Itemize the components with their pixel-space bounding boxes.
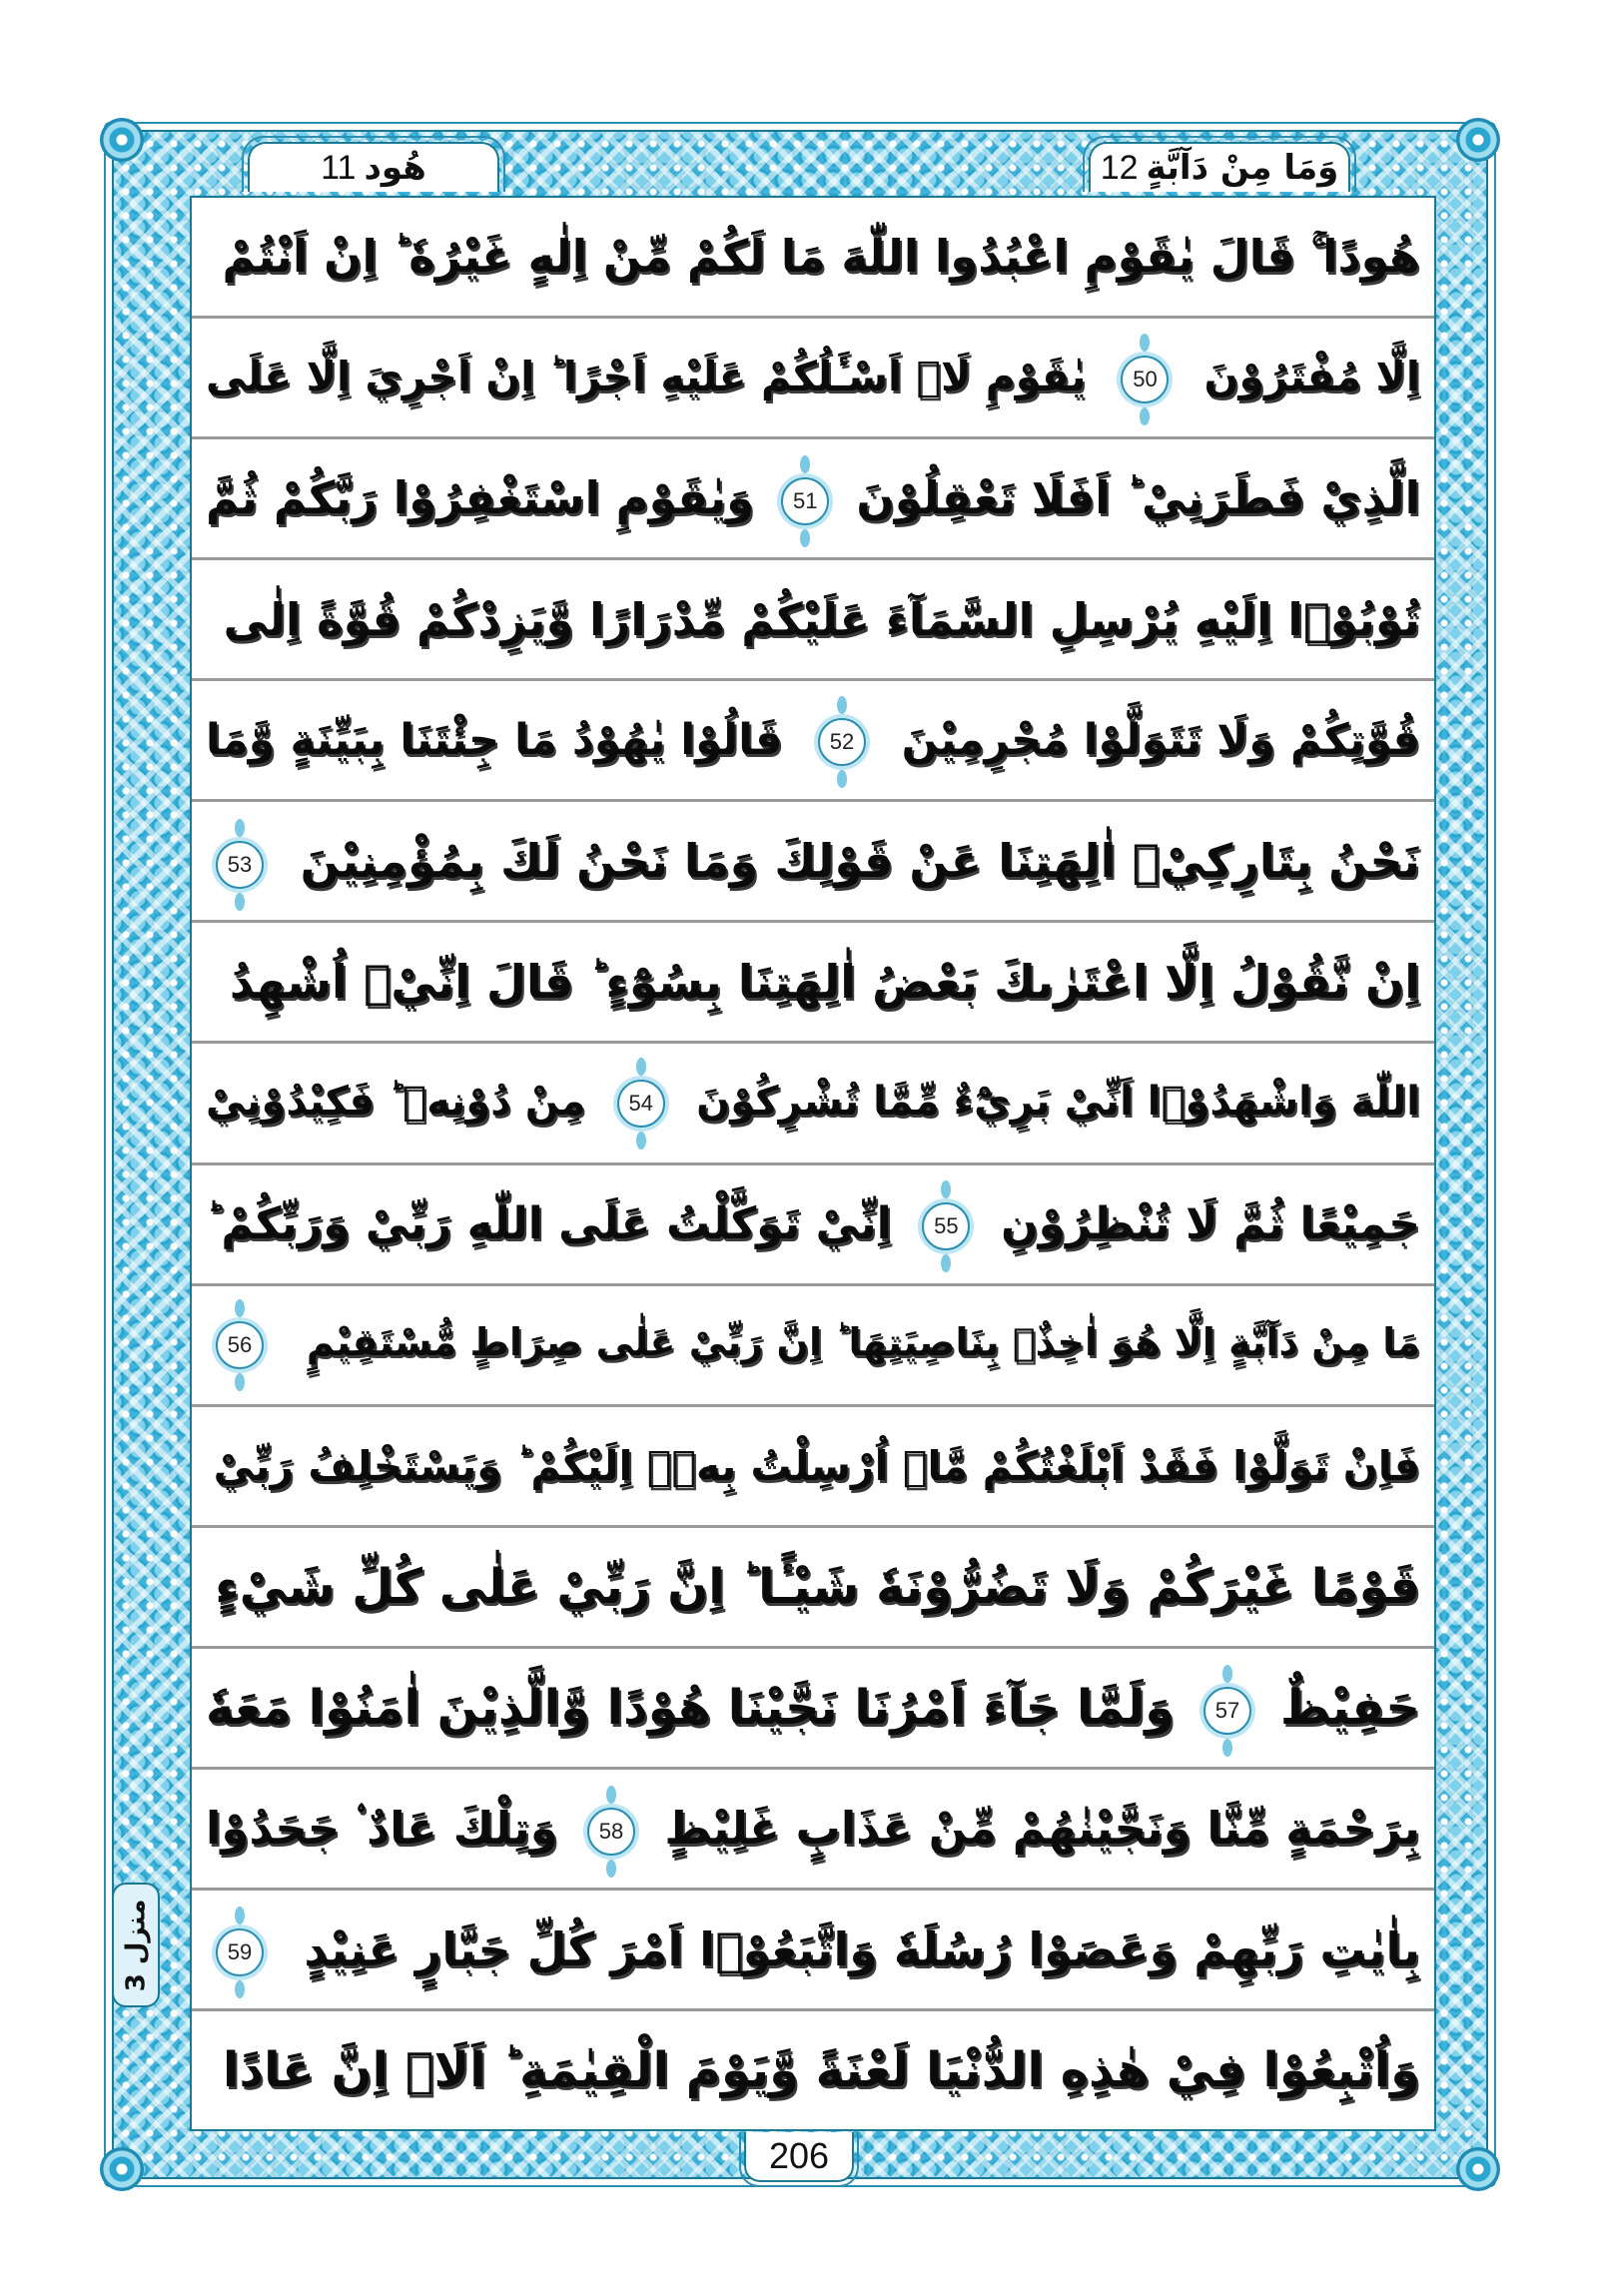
text-line — [192, 681, 1434, 802]
surah-number: 11 — [321, 148, 357, 187]
text-line-content — [206, 230, 1420, 284]
text-line-content — [206, 1680, 1420, 1736]
verse-text: الَّذِيْ فَطَرَنِيْ ؕ اَفَلَا تَعْقِلُوْنَ — [856, 471, 1420, 525]
ayah-number-marker: 51 — [781, 477, 829, 525]
verse-text: هُودًا ۚ قَالَ يٰقَوْمِ اعْبُدُوا اللّٰهَ مَا لَكُمْ مِّنْ اِلٰهٍ غَيْرُهٗ ؕ اِنْ اَنْتُمْ — [222, 230, 1420, 284]
verse-text: قُوَّتِكُمْ وَلَا تَتَوَلَّوْا مُجْرِمِيْنَ — [901, 714, 1420, 765]
corner-ornament-icon — [100, 2147, 144, 2191]
verse-text: تُوْبُوْۤا اِلَيْهِ يُرْسِلِ السَّمَآءَ عَلَيْكُمْ مِّدْرَارًا وَّيَزِدْكُمْ قُوَّةً اِلٰى — [223, 592, 1420, 646]
surah-header-tab — [248, 142, 499, 192]
text-line-content — [206, 1320, 1420, 1369]
text-line-content — [206, 1198, 1420, 1250]
verse-text: مَا مِنْ دَآبَّةٍ اِلَّا هُوَ اٰخِذٌۢ بِنَاصِيَتِهَا ؕ اِنَّ رَبِّيْ عَلٰى صِرَاطٍ مُّسْتَقِيْمٍ — [306, 1320, 1420, 1365]
text-line-content — [206, 1802, 1420, 1856]
text-line — [192, 923, 1434, 1044]
text-line — [192, 2011, 1434, 2129]
verse-text: اِنِّيْ تَوَكَّلْتُ عَلَى اللّٰهِ رَبِّيْ وَرَبِّكُمْ ؕ — [206, 1197, 892, 1249]
text-line-content — [206, 1922, 1420, 1977]
ayah-number-marker: 57 — [1203, 1687, 1251, 1735]
corner-ornament-icon — [100, 118, 144, 162]
page-number: 206 — [744, 2132, 854, 2182]
ayah-number-marker: 53 — [216, 841, 264, 889]
verse-text: وَتِلْكَ عَادٌ ۟ جَحَدُوْا — [206, 1801, 558, 1855]
juz-name: وَمَا مِنْ دَآبَّةٍ — [1146, 148, 1339, 188]
verse-text: مِنْ دُوْنِهٖ ؕ فَكِيْدُوْنِيْ — [206, 1078, 586, 1125]
manzil-side-tab — [112, 1883, 160, 2007]
verse-text: جَمِيْعًا ثُمَّ لَا تُنْظِرُوْنِ — [1001, 1197, 1420, 1249]
text-line — [192, 319, 1434, 439]
quran-text-panel — [190, 196, 1436, 2131]
ayah-number-marker: 55 — [922, 1202, 970, 1250]
verse-text: فَاِنْ تَوَلَّوْا فَقَدْ اَبْلَغْتُكُمْ مَّاۤ اُرْسِلْتُ بِهٖۤ اِلَيْكُمْ ؕ وَيَسْتَخْلِفُ رَبِّيْ — [213, 1441, 1420, 1490]
text-line — [192, 802, 1434, 923]
verse-text: وَيٰقَوْمِ اسْتَغْفِرُوْا رَبَّكُمْ ثُمَّ — [206, 471, 755, 525]
ayah-number-marker: 58 — [587, 1808, 635, 1856]
text-line — [192, 1286, 1434, 1407]
text-line-content — [206, 1559, 1420, 1615]
verse-text: وَاُتْبِعُوْا فِيْ هٰذِهِ الدُّنْيَا لَعْنَةً وَّيَوْمَ الْقِيٰمَةِ ؕ اَلَاۤ اِنَّ عَادًا — [222, 2041, 1420, 2098]
text-line — [192, 1044, 1434, 1164]
surah-name: هُود — [364, 148, 426, 188]
verse-text: نَحْنُ بِتَارِكِيْۤ اٰلِهَتِنَا عَنْ قَوْلِكَ وَمَا نَحْنُ لَكَ بِمُؤْمِنِيْنَ — [300, 834, 1420, 889]
ayah-number-marker: 59 — [216, 1928, 264, 1976]
text-line-content — [206, 955, 1420, 1009]
text-line-content — [206, 834, 1420, 889]
juz-header-tab — [1089, 142, 1350, 192]
text-line — [192, 1649, 1434, 1770]
text-line — [192, 1891, 1434, 2011]
verse-text: اِلَّا مُفْتَرُوْنَ — [1203, 352, 1420, 400]
verse-text: اِنْ نَّقُوْلُ اِلَّا اعْتَرٰىكَ بَعْضُ اٰلِهَتِنَا بِسُوْٓءٍ ؕ قَالَ اِنِّيْۤ اُشْهِدُ — [229, 955, 1420, 1010]
verse-text: قَالُوْا يٰهُوْدُ مَا جِئْتَنَا بِبَيِّنَةٍ وَّمَا — [206, 714, 783, 765]
verse-text: بِرَحْمَةٍ مِّنَّا وَنَجَّيْنٰهُمْ مِّنْ عَذَابٍ غَلِيْظٍ — [664, 1801, 1420, 1855]
text-line — [192, 560, 1434, 681]
verse-text: اللّٰهَ وَاشْهَدُوْۤا اَنِّيْ بَرِيْٓءٌ مِّمَّا تُشْرِكُوْنَ — [696, 1078, 1420, 1125]
verse-text: وَلَمَّا جَآءَ اَمْرُنَا نَجَّيْنَا هُوْدًا وَّالَّذِيْنَ اٰمَنُوْا مَعَهٗ — [206, 1679, 1176, 1736]
text-line-content — [206, 471, 1420, 525]
text-line-content — [206, 715, 1420, 767]
ayah-number-marker: 56 — [216, 1321, 264, 1369]
manzil-label: منزل — [121, 1899, 152, 1964]
verse-text: يٰقَوْمِ لَاۤ اَسْـَٔلُكُمْ عَلَيْهِ اَجْرًا ؕ اِنْ اَجْرِيَ اِلَّا عَلَى — [206, 352, 1087, 400]
text-line-content — [206, 353, 1420, 403]
text-line — [192, 439, 1434, 560]
text-line — [192, 1528, 1434, 1649]
text-line — [192, 1770, 1434, 1891]
text-line — [192, 1407, 1434, 1528]
ayah-number-marker: 50 — [1121, 356, 1169, 403]
verse-text: حَفِيْظٌ — [1279, 1679, 1420, 1736]
corner-ornament-icon — [1456, 118, 1500, 162]
verse-text: قَوْمًا غَيْرَكُمْ وَلَا تَضُرُّوْنَهٗ شَيْـًٔا ؕ اِنَّ رَبِّيْ عَلٰى كُلِّ شَيْءٍ — [215, 1558, 1420, 1615]
text-line-content — [206, 2042, 1420, 2098]
manzil-number: 3 — [121, 1972, 152, 1991]
text-line-content — [206, 1079, 1420, 1128]
verse-text: بِاٰيٰتِ رَبِّهِمْ وَعَصَوْا رُسُلَهٗ وَاتَّبَعُوْۤا اَمْرَ كُلِّ جَبَّارٍ عَنِيْدٍ — [304, 1921, 1420, 1976]
corner-ornament-icon — [1456, 2147, 1500, 2191]
text-line — [192, 198, 1434, 319]
ayah-number-marker: 54 — [617, 1080, 665, 1128]
ayah-number-marker: 52 — [818, 718, 866, 766]
juz-number: 12 — [1100, 148, 1139, 187]
text-line-content — [206, 593, 1420, 646]
text-line — [192, 1165, 1434, 1286]
text-line-content — [206, 1442, 1420, 1490]
